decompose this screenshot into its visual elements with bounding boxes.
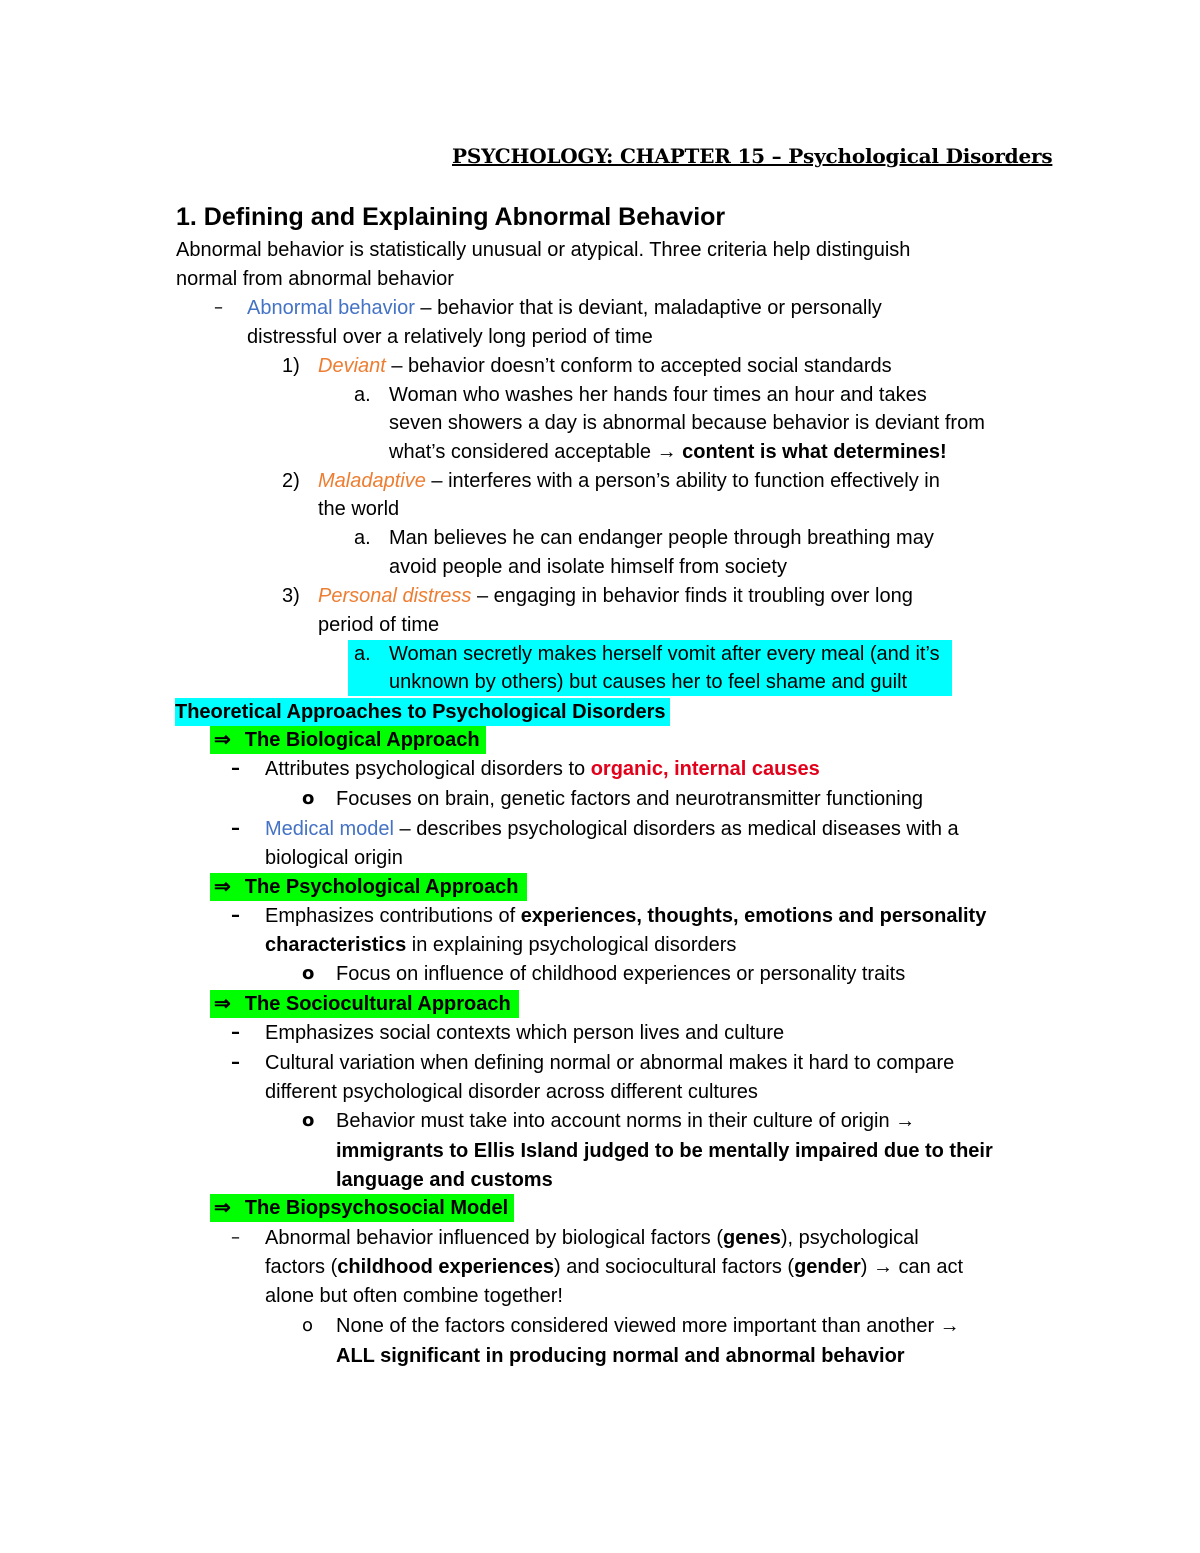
bullet-text [265,1224,919,1252]
bullet-text-part: can act [893,1256,964,1278]
dash-bullet: – [231,905,240,926]
arrow-icon: → [873,1256,893,1278]
bullet-text [265,902,986,930]
example-text [389,438,947,466]
example-text-part: what’s considered acceptable [389,441,657,463]
bullet-text-part: ), psychological [780,1227,919,1249]
criterion-text: the world [318,498,400,520]
sub-bullet-text-part: Behavior must take into account norms in their culture of origin [336,1110,896,1132]
term-deviant: Deviant [318,355,386,377]
list-number: 1) [282,355,300,377]
bullet-text [265,931,736,959]
list-letter: a. [354,643,371,665]
arrow-icon: → [656,441,677,463]
emphasis-text: gender [794,1256,861,1278]
example-text: Woman secretly makes herself vomit after every meal (and it’s [389,643,940,665]
term-personal-distress: Personal distress [318,585,472,607]
bullet-text-part: factors ( [265,1256,338,1278]
circle-bullet: o [302,1315,314,1336]
bullet-text-part: Attributes psychological disorders to [265,758,591,780]
criterion-text: period of time [318,614,440,636]
bullet-text: Emphasizes social contexts which person lives and culture [265,1022,785,1044]
list-number: 2) [282,470,300,492]
dash-bullet: – [231,1227,240,1248]
arrow-icon: → [939,1315,960,1337]
criterion-maladaptive [318,467,940,495]
emphasis-text: content is what determines! [676,441,947,463]
example-text: avoid people and isolate himself from society [389,556,787,578]
dash-bullet: – [231,1022,240,1043]
example-text: Woman who washes her hands four times an hour and takes [389,384,927,406]
dash-bullet: – [214,297,223,318]
bullet-text-part: in explaining psychological disorders [406,934,737,956]
approach-heading-biopsychosocial [210,1194,514,1222]
arrow-icon: → [895,1110,916,1132]
criterion-text: – interferes with a person’s ability to function effectively in [425,470,940,492]
bullet-text-part: Abnormal behavior influenced by biological factors ( [265,1227,724,1249]
approach-title: The Psychological Approach [244,876,519,898]
emphasis-text: ALL significant in producing normal and abnormal behavior [336,1345,905,1367]
term-medical-model: Medical model [265,818,394,840]
approach-heading-sociocultural [210,990,519,1018]
approach-title: The Biopsychosocial Model [244,1197,509,1219]
intro-text: Abnormal behavior is statistically unusual or atypical. Three criteria help distinguish [176,239,911,261]
criterion-personal-distress [318,582,913,610]
bullet-text: different psychological disorder across different cultures [265,1081,758,1103]
emphasis-text: childhood experiences [337,1256,554,1278]
list-letter: a. [354,384,371,406]
emphasis-text: immigrants to Ellis Island judged to be mentally impaired due to their [336,1140,993,1162]
circle-bullet: o [302,788,315,809]
approach-title: The Biological Approach [244,729,480,751]
emphasis-red: organic, internal causes [590,758,820,780]
emphasis-text: genes [723,1227,781,1249]
emphasis-text: characteristics [265,934,407,956]
double-arrow-icon: ⇒ [214,1197,231,1219]
page-title: PSYCHOLOGY: CHAPTER 15 – Psychological Disorders [452,144,1053,168]
definition-line [247,294,882,322]
bullet-text-part: – describes psychological disorders as medical diseases with a [393,818,959,840]
criterion-text: – engaging in behavior finds it troubling over long [471,585,913,607]
sub-bullet-text: Focus on influence of childhood experiences or personality traits [336,963,906,985]
sub-bullet-text [336,1312,960,1340]
example-text: unknown by others) but causes her to feel shame and guilt [389,671,908,693]
sub-bullet-text-part: None of the factors considered viewed more important than another [336,1315,940,1337]
theoretical-heading: Theoretical Approaches to Psychological Disorders [175,698,670,726]
approach-heading-psychological [210,873,527,901]
approach-title: The Sociocultural Approach [244,993,511,1015]
bullet-text [265,755,820,783]
bullet-text-part: ) and sociocultural factors ( [553,1256,795,1278]
double-arrow-icon: ⇒ [214,876,231,898]
sub-bullet-text: Focuses on brain, genetic factors and neurotransmitter functioning [336,788,923,810]
bullet-text [265,1253,963,1281]
double-arrow-icon: ⇒ [214,993,231,1015]
bullet-text: alone but often combine together! [265,1285,563,1307]
dash-bullet: – [231,758,240,779]
circle-bullet: o [302,1110,315,1131]
circle-bullet: o [302,963,315,984]
intro-text: normal from abnormal behavior [176,268,454,290]
definition-text: – behavior that is deviant, maladaptive or personally [414,297,882,319]
term-maladaptive: Maladaptive [318,470,426,492]
list-letter: a. [354,527,371,549]
criterion-text: – behavior doesn’t conform to accepted social standards [385,355,892,377]
sub-bullet-text [336,1107,915,1135]
bullet-text: Cultural variation when defining normal or abnormal makes it hard to compare [265,1052,955,1074]
double-arrow-icon: ⇒ [214,729,231,751]
term-abnormal-behavior: Abnormal behavior [247,297,415,319]
bullet-text-part: ) [860,1256,873,1278]
example-text: seven showers a day is abnormal because behavior is deviant from [389,412,985,434]
criterion-deviant [318,352,892,380]
example-text: Man believes he can endanger people through breathing may [389,527,934,549]
approach-heading-biological [210,726,486,754]
section-heading: 1. Defining and Explaining Abnormal Behavior [176,203,726,231]
bullet-text [265,815,959,843]
emphasis-text: experiences, thoughts, emotions and personality [520,905,987,927]
bullet-text: biological origin [265,847,403,869]
list-number: 3) [282,585,300,607]
emphasis-text: language and customs [336,1169,553,1191]
dash-bullet: – [231,818,240,839]
dash-bullet: – [231,1052,240,1073]
definition-text: distressful over a relatively long period of time [247,326,653,348]
bullet-text-part: Emphasizes contributions of [265,905,521,927]
